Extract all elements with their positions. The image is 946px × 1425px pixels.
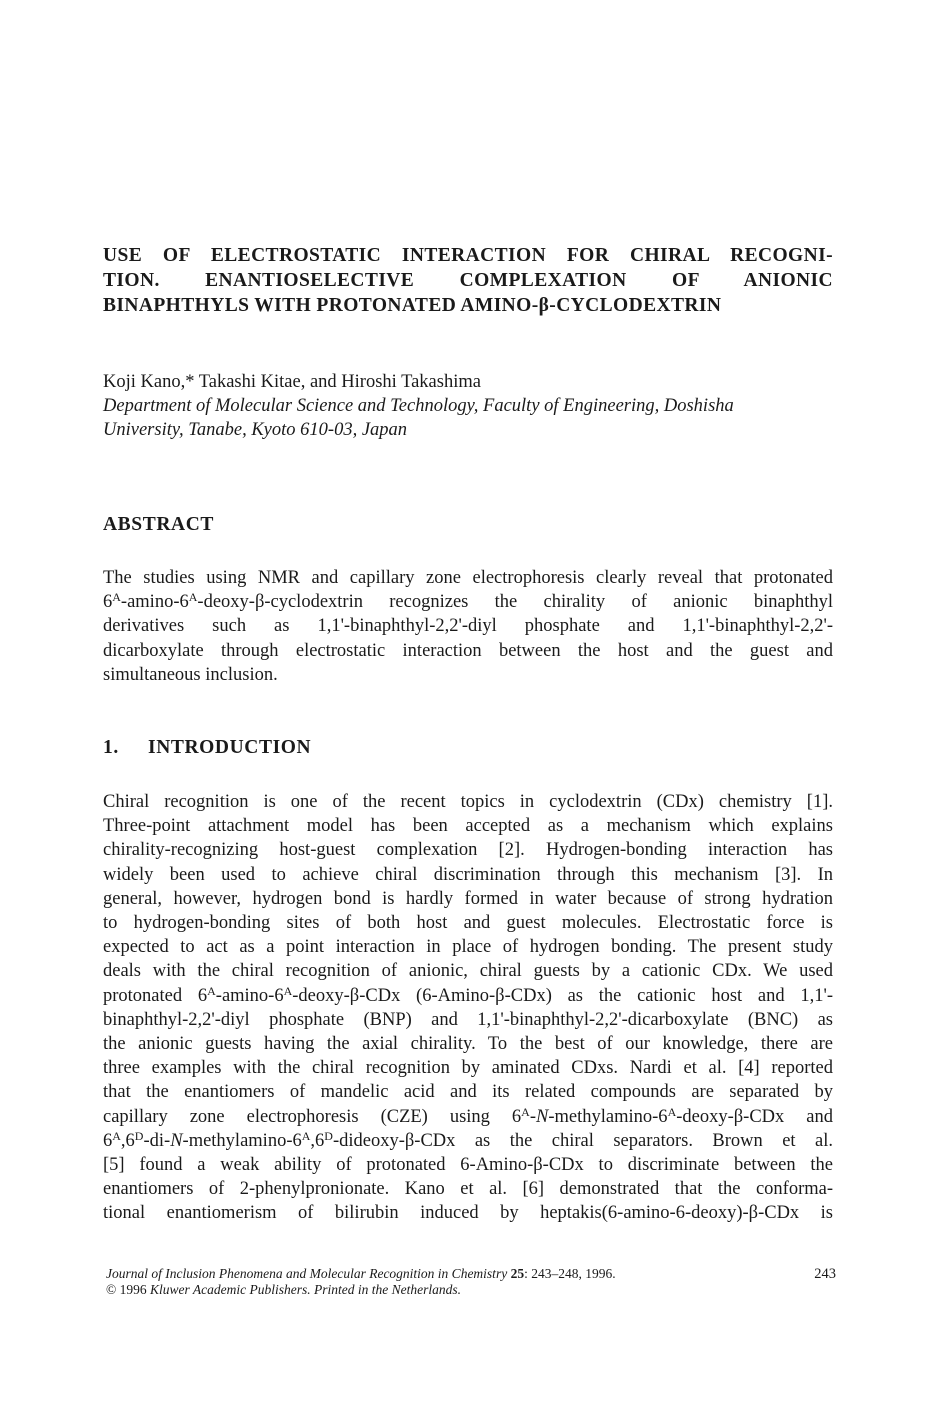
intro-line: protonated $6^A-amino-6^A-deoxy-\beta$-CDx (6-Amino-β-CDx) as the cationic host and 1,1'-: [103, 983, 833, 1006]
journal-citation: [106, 1266, 836, 1282]
intro-line: general, however, hydrogen bond is hardly formed in water because of strong hydration: [103, 888, 833, 909]
intro-line: expected to act as a point interaction in place of hydrogen bonding. The present study: [103, 937, 833, 958]
author-block: [103, 370, 833, 442]
intro-line: deals with the chiral recognition of anionic, chiral guests by a cationic CDx. We used: [103, 961, 833, 982]
introduction-text: [103, 790, 833, 1226]
abstract-line: derivatives such as 1,1'-binaphthyl-2,2'-diyl phosphate and 1,1'-binaphthyl-2,2'-: [103, 616, 833, 637]
intro-line: $6^A,6^D-di-N-methylamino-6^A,6^D-dideoxy-\beta$-CDx as the chiral separators. Brown et al.: [103, 1128, 833, 1151]
page-number: 243: [814, 1266, 836, 1282]
title-line: TION. ENANTIOSELECTIVE COMPLEXATION OF ANIONIC: [103, 270, 833, 291]
intro-line: Chiral recognition is one of the recent topics in cyclodextrin (CDx) chemistry [1].: [103, 792, 833, 812]
title-line: USE OF ELECTROSTATIC INTERACTION FOR CHIRAL RECOGNI-: [103, 245, 833, 266]
intro-line: three examples with the chiral recognition by aminated CDxs. Nardi et al. [4] reported: [103, 1058, 833, 1079]
abstract-line: The studies using NMR and capillary zone electrophoresis clearly reveal that protonated: [103, 568, 833, 588]
affiliation-line: Department of Molecular Science and Technology, Faculty of Engineering, Doshisha: [103, 396, 734, 416]
section-number: 1.: [103, 737, 119, 758]
copyright-line: [106, 1282, 836, 1298]
intro-line: to hydrogen-bonding sites of both host and guest molecules. Electrostatic force is: [103, 913, 833, 934]
copyright-notice: © 1996: [106, 1282, 147, 1297]
intro-line: enantiomers of 2-phenylpronionate. Kano et al. [6] demonstrated that the conforma-: [103, 1179, 833, 1200]
publisher-name: Kluwer Academic Publishers. Printed in the Netherlands.: [150, 1282, 461, 1297]
abstract-line: simultaneous inclusion.: [103, 664, 278, 685]
volume-number: 25: [510, 1266, 525, 1281]
abstract-heading: ABSTRACT: [103, 514, 214, 535]
pages-year: : 243–248, 1996.: [524, 1266, 616, 1281]
article-title: [103, 243, 833, 318]
intro-line: widely been used to achieve chiral discrimination through this mechanism [3]. In: [103, 864, 833, 885]
citation-footer: [106, 1266, 836, 1298]
intro-line: chirality-recognizing host-guest complexation [2]. Hydrogen-bonding interaction has: [103, 840, 833, 861]
author-list: Koji Kano,* Takashi Kitae, and Hiroshi Takashima: [103, 372, 481, 392]
abstract-text: [103, 566, 833, 687]
section-title: INTRODUCTION: [148, 737, 312, 758]
intro-line: [5] found a weak ability of protonated 6-Amino-β-CDx to discriminate between the: [103, 1155, 833, 1176]
abstract-line: dicarboxylate through electrostatic interaction between the host and the guest and: [103, 640, 833, 661]
introduction-heading: [103, 737, 311, 759]
affiliation-line: University, Tanabe, Kyoto 610-03, Japan: [103, 420, 408, 440]
journal-name: Journal of Inclusion Phenomena and Molecular Recognition in Chemistry: [106, 1266, 508, 1281]
intro-line: the anionic guests having the axial chirality. To the best of our knowledge, there are: [103, 1034, 833, 1055]
abstract-line: $6^A-amino-6^A-deoxy-\beta$-cyclodextrin recognizes the chirality of anionic binaphthyl: [103, 590, 833, 613]
title-line: BINAPHTHYLS WITH PROTONATED AMINO-β-CYCLODEXTRIN: [103, 295, 722, 316]
intro-line: Three-point attachment model has been accepted as a mechanism which explains: [103, 816, 833, 837]
intro-line: capillary zone electrophoresis (CZE) using $6^A-N-methylamino-6^A-deoxy-\beta$-CDx and: [103, 1104, 833, 1127]
intro-line: that the enantiomers of mandelic acid and its related compounds are separated by: [103, 1082, 833, 1103]
intro-line: binaphthyl-2,2'-diyl phosphate (BNP) and 1,1'-binaphthyl-2,2'-dicarboxylate (BNC) as: [103, 1009, 833, 1030]
intro-line: tional enantiomerism of bilirubin induced by heptakis(6-amino-6-deoxy)-β-CDx is: [103, 1203, 833, 1224]
